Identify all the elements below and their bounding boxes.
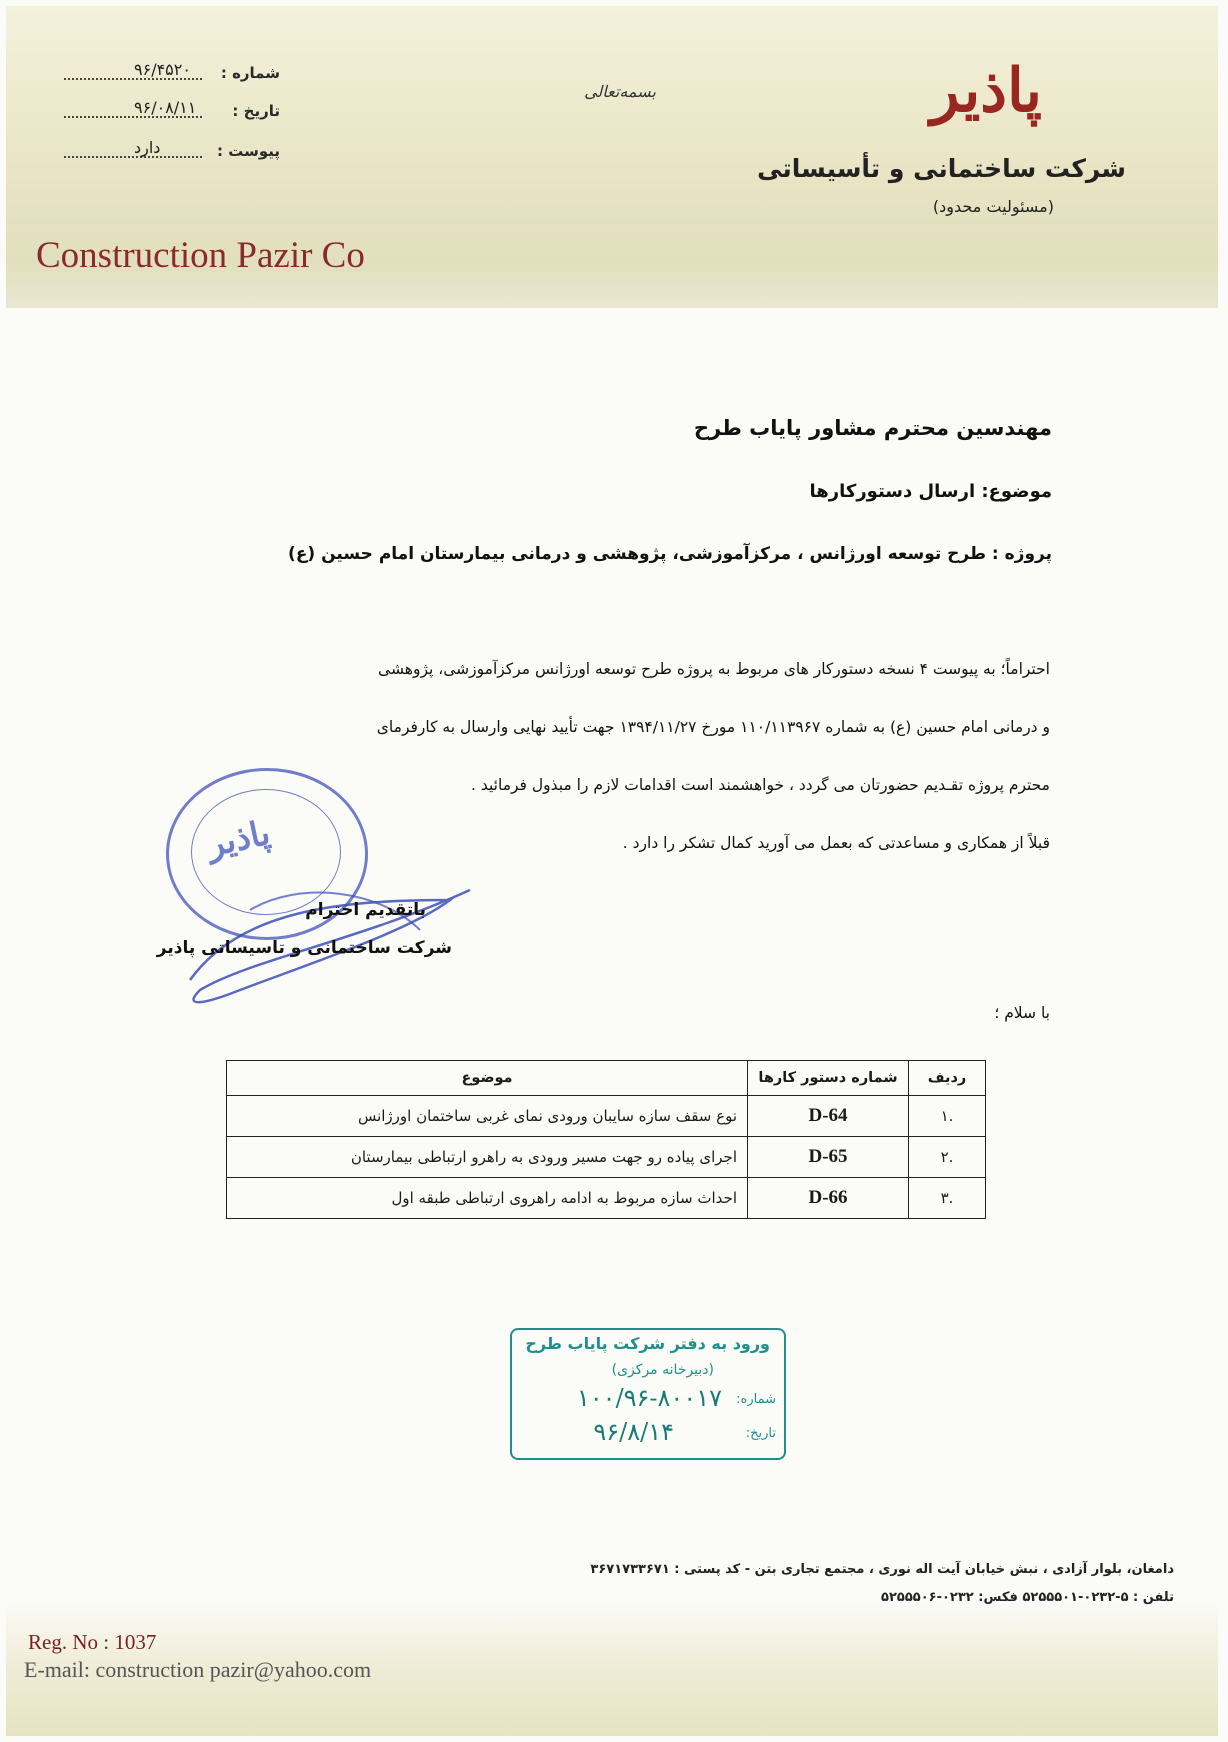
letter-number-field bbox=[64, 62, 280, 92]
project-line: پروژه : طرح توسعه اورژانس ، مرکزآموزشی، پژوهشی و درمانی بیمارستان امام حسین (ع) bbox=[288, 544, 1052, 564]
body-line-4: قبلاً از همکاری و مساعدتی که بعمل می آورید کمال تشکر را دارد . bbox=[622, 834, 1050, 852]
letter-number-label: شماره : bbox=[220, 64, 280, 82]
table-row bbox=[227, 1178, 986, 1219]
row-index: .۳ bbox=[909, 1178, 986, 1219]
letter-date-label: تاریخ : bbox=[232, 102, 280, 120]
footer-phone: تلفن : ۵-۰۲۳۲-۵۲۵۵۵۰۱ فکس: ۰۲۳۲-۵۲۵۵۵۰۶ bbox=[881, 1590, 1174, 1605]
closing-line: باتقدیم احترام bbox=[305, 900, 426, 920]
body-line-2: و درمانی امام حسین (ع) به شماره ۱۱۰/۱۱۳۹۶۷ مورخ ۱۳۹۴/۱۱/۲۷ جهت تأیید نهایی وارسال به کارفرمای bbox=[376, 718, 1050, 736]
seal-text: پاذیر bbox=[203, 812, 274, 866]
registration-number: Reg. No : 1037 bbox=[28, 1630, 157, 1654]
table-row bbox=[227, 1137, 986, 1178]
row-index: .۲ bbox=[909, 1137, 986, 1178]
received-number-value: ۱۰۰/۹۶-۸۰۰۱۷ bbox=[576, 1384, 722, 1412]
addressee: مهندسین محترم مشاور پایاب طرح bbox=[693, 416, 1052, 440]
received-stamp-title: ورود به دفتر شرکت پایاب طرح bbox=[525, 1334, 770, 1353]
bismillah: بسمه‌تعالی bbox=[584, 82, 656, 101]
received-date-value: ۹۶/۸/۱۴ bbox=[593, 1418, 674, 1446]
header-row-number: ردیف bbox=[909, 1061, 986, 1096]
subject-line: موضوع: ارسال دستورکارها bbox=[809, 481, 1052, 502]
received-date-label: تاریخ: bbox=[745, 1426, 776, 1441]
header-work-order-number: شماره دستور کارها bbox=[748, 1061, 909, 1096]
letter-attachment-field bbox=[64, 140, 280, 170]
work-order-subject: اجرای پیاده رو جهت مسیر ورودی به راهرو ارتباطی بیمارستان bbox=[227, 1137, 748, 1178]
footer-address: دامغان، بلوار آزادی ، نبش خیابان آیت اله نوری ، مجتمع تجاری بتن - کد پستی : ۳۶۷۱۷۳۳۶۷۱ bbox=[590, 1562, 1174, 1577]
company-logo: پاذیر bbox=[930, 56, 1042, 126]
work-order-number: D-64 bbox=[748, 1096, 909, 1137]
company-name-en: Construction Pazir Co bbox=[36, 235, 365, 276]
letter-date-value: ۹۶/۰۸/۱۱ bbox=[134, 98, 197, 117]
letter-number-value: ۹۶/۴۵۲۰ bbox=[134, 60, 191, 79]
table-header-row bbox=[227, 1061, 986, 1096]
letter-date-field bbox=[64, 100, 280, 130]
salutation: با سلام ؛ bbox=[994, 1004, 1050, 1022]
work-order-subject: احداث سازه مربوط به ادامه راهروی ارتباطی طبقه اول bbox=[227, 1178, 748, 1219]
received-stamp-subtitle: (دبیرخانه مرکزی) bbox=[611, 1362, 714, 1378]
signatory-line: شرکت ساختمانی و تاسیساتی پاذیر bbox=[156, 938, 452, 958]
letter-attachment-value: دارد bbox=[134, 138, 161, 157]
work-order-subject: نوع سقف سازه سایبان ورودی نمای غربی ساختمان اورژانس bbox=[227, 1096, 748, 1137]
table-row bbox=[227, 1096, 986, 1137]
company-type: (مسئولیت محدود) bbox=[932, 197, 1054, 216]
letter-attachment-label: پیوست : bbox=[216, 142, 280, 160]
work-orders-table bbox=[226, 1060, 986, 1219]
body-line-1: احتراماً؛ به پیوست ۴ نسخه دستورکار های مربوط به پروژه طرح توسعه اورژانس مرکزآموزشی، پژوهشی bbox=[378, 660, 1050, 678]
header-subject: موضوع bbox=[227, 1061, 748, 1096]
work-order-number: D-66 bbox=[748, 1178, 909, 1219]
company-name-fa: شرکت ساختمانی و تأسیساتی bbox=[757, 154, 1126, 183]
received-stamp bbox=[510, 1328, 786, 1460]
body-line-3: محترم پروژه تقـدیم حضورتان می گردد ، خواهشمند است اقدامات لازم را مبذول فرمائید . bbox=[470, 776, 1050, 794]
row-index: .۱ bbox=[909, 1096, 986, 1137]
work-order-number: D-65 bbox=[748, 1137, 909, 1178]
footer-email: E-mail: construction pazir@yahoo.com bbox=[24, 1657, 372, 1682]
received-number-label: شماره: bbox=[736, 1392, 776, 1407]
